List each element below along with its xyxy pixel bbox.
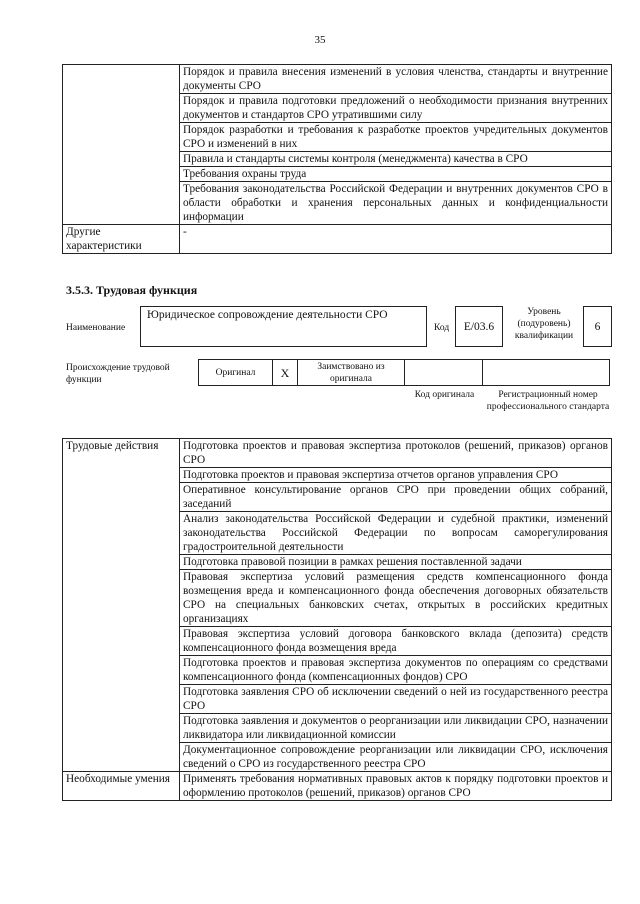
row-label — [63, 65, 180, 225]
borrowed-cell: Заимствовано из оригинала — [297, 359, 405, 386]
table-row — [63, 772, 612, 801]
row-item: Анализ законодательства Российской Федерации и судебной практики, изменений законодательства Российской Федерации по вопросам саморегулирования градостроительной деятельности — [180, 512, 612, 555]
knowledge-table-body — [63, 65, 612, 254]
row-item: Подготовка проектов и правовая экспертиза протоколов (решений, приказов) органов СРО — [180, 439, 612, 468]
function-code: E/03.6 — [455, 306, 503, 347]
original-label: Оригинал — [215, 367, 256, 378]
registration-number-cell — [482, 359, 610, 386]
labor-actions-table-body — [63, 439, 612, 801]
table-row — [63, 225, 612, 254]
row-item: Подготовка заявления СРО об исключении сведений о ней из государственного реестра СРО — [180, 685, 612, 714]
row-item: Порядок и правила внесения изменений в условия членства, стандарты и внутренние документы СРО — [180, 65, 612, 94]
row-item: - — [180, 225, 612, 254]
row-item: Подготовка заявления и документов о реорганизации или ликвидации СРО, назначении ликвидатора или ликвидационной комиссии — [180, 714, 612, 743]
row-item: Подготовка проектов и правовая экспертиза документов по операциям со средствами компенсационного фонда (компенсационных фондов) СРО — [180, 656, 612, 685]
table-row — [63, 65, 612, 94]
original-mark: X — [272, 359, 298, 386]
row-item: Порядок и правила подготовки предложений о необходимости признания внутренних документов и стандартов СРО утратившими силу — [180, 94, 612, 123]
page-number: 35 — [314, 34, 326, 46]
row-item: Требования законодательства Российской Федерации и внутренних документов СРО в области обработки и хранения персональных данных и конфиденциальности информации — [180, 182, 612, 225]
original-cell — [198, 359, 273, 386]
knowledge-table — [62, 64, 612, 254]
origin-code-caption: Код оригинала — [414, 390, 475, 400]
row-item: Правовая экспертиза условий размещения средств компенсационного фонда возмещения вреда и компенсационного фонда обеспечения договорных обязательств СРО на специальных банковских счетах, открытых в российских кредитных организациях — [180, 570, 612, 627]
function-name: Юридическое сопровождение деятельности СРО — [140, 306, 427, 347]
row-item: Подготовка правовой позиции в рамках решения поставленной задачи — [180, 555, 612, 570]
row-item: Документационное сопровождение реорганизации или ликвидации СРО, исключения сведений о СРО из государственного реестра СРО — [180, 743, 612, 772]
level-value: 6 — [583, 306, 612, 347]
row-label: Необходимые умения — [63, 772, 180, 801]
section-title: 3.5.3. Трудовая функция — [66, 283, 198, 297]
table-row — [63, 439, 612, 468]
row-item: Подготовка проектов и правовая экспертиза отчетов органов управления СРО — [180, 468, 612, 483]
row-item: Правила и стандарты системы контроля (менеджмента) качества в СРО — [180, 152, 612, 167]
row-label: Другие характеристики — [63, 225, 180, 254]
origin-code-cell — [404, 359, 483, 386]
origin-label: Происхождение трудовой функции — [66, 363, 170, 385]
labor-actions-table — [62, 438, 612, 801]
name-label: Наименование — [66, 323, 126, 333]
row-item: Применять требования нормативных правовых актов к порядку подготовки проектов и оформлению протоколов (решений, приказов) органов СРО — [180, 772, 612, 801]
registration-number-caption: Регистрационный номер профессионального стандарта — [486, 390, 610, 412]
code-label: Код — [434, 323, 450, 333]
row-item: Оперативное консультирование органов СРО при проведении общих собраний, заседаний — [180, 483, 612, 512]
row-item: Требования охраны труда — [180, 167, 612, 182]
row-label: Трудовые действия — [63, 439, 180, 772]
row-item: Правовая экспертиза условий договора банковского вклада (депозита) средств компенсационного фонда возмещения вреда — [180, 627, 612, 656]
origin-row — [199, 359, 610, 386]
row-item: Порядок разработки и требования к разработке проектов учредительных документов СРО и изменений в них — [180, 123, 612, 152]
level-label: Уровень (подуровень) квалификации — [514, 307, 574, 341]
